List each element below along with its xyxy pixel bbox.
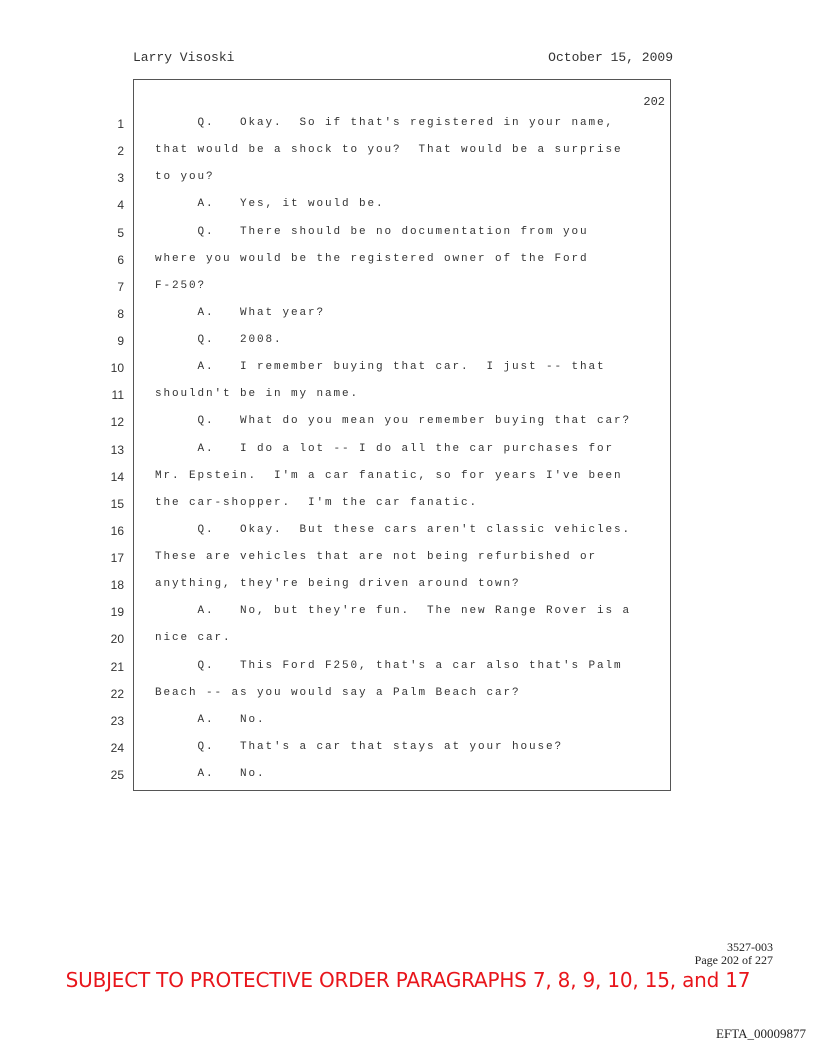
transcript-line: Q. 2008. — [155, 334, 283, 346]
line-number: 6 — [117, 253, 124, 267]
transcript-line: A. No. — [155, 714, 266, 726]
transcript-line: Q. There should be no documentation from you — [155, 226, 589, 238]
line-number: 17 — [110, 551, 124, 565]
transcript-line: where you would be the registered owner of the Ford — [155, 253, 589, 265]
transcript-line: Q. What do you mean you remember buying that car? — [155, 415, 632, 427]
line-number: 15 — [110, 497, 124, 511]
header-date: October 15, 2009 — [548, 50, 673, 65]
transcript-page-number: 202 — [643, 95, 665, 109]
line-number: 8 — [117, 307, 124, 321]
line-number: 2 — [117, 144, 124, 158]
transcript-line: Mr. Epstein. I'm a car fanatic, so for years I've been — [155, 470, 623, 482]
transcript-line: Q. Okay. But these cars aren't classic vehicles. — [155, 524, 632, 536]
transcript-line: shouldn't be in my name. — [155, 388, 360, 400]
line-number: 9 — [117, 334, 124, 348]
line-number: 23 — [110, 714, 124, 728]
line-number: 4 — [117, 198, 124, 212]
protective-order-notice: SUBJECT TO PROTECTIVE ORDER PARAGRAPHS 7, 8, 9, 10, 15, and 17 — [65, 968, 751, 992]
line-number: 5 — [117, 226, 124, 240]
line-number: 25 — [110, 768, 124, 782]
transcript-frame — [133, 79, 671, 791]
transcript-line: A. I remember buying that car. I just -- that — [155, 361, 606, 373]
transcript-line: A. No, but they're fun. The new Range Rover is a — [155, 605, 632, 617]
transcript-line: Beach -- as you would say a Palm Beach car? — [155, 687, 521, 699]
line-number: 13 — [110, 443, 124, 457]
transcript-line: to you? — [155, 171, 215, 183]
transcript-line: A. Yes, it would be. — [155, 198, 385, 210]
bates-number: EFTA_00009877 — [716, 1026, 806, 1041]
line-number: 12 — [110, 415, 124, 429]
line-number: 1 — [117, 117, 124, 131]
page-of-total: Page 202 of 227 — [694, 953, 773, 967]
transcript-line: Q. This Ford F250, that's a car also that's Palm — [155, 660, 623, 672]
line-number: 16 — [110, 524, 124, 538]
line-number: 19 — [110, 605, 124, 619]
transcript-line: These are vehicles that are not being refurbished or — [155, 551, 598, 563]
transcript-line: A. No. — [155, 768, 266, 780]
transcript-line: F-250? — [155, 280, 207, 292]
line-number: 18 — [110, 578, 124, 592]
line-number: 20 — [110, 632, 124, 646]
transcript-line: Q. Okay. So if that's registered in your name, — [155, 117, 615, 129]
transcript-line: Q. That's a car that stays at your house? — [155, 741, 564, 753]
case-number: 3527-003 — [727, 940, 773, 954]
line-number: 3 — [117, 171, 124, 185]
line-number: 10 — [110, 361, 124, 375]
transcript-line: nice car. — [155, 632, 232, 644]
transcript-line: A. I do a lot -- I do all the car purchases for — [155, 443, 615, 455]
transcript-line: that would be a shock to you? That would be a surprise — [155, 144, 623, 156]
line-number: 14 — [110, 470, 124, 484]
transcript-line: anything, they're being driven around town? — [155, 578, 521, 590]
transcript-line: the car-shopper. I'm the car fanatic. — [155, 497, 479, 509]
line-number: 21 — [110, 660, 124, 674]
line-number: 7 — [117, 280, 124, 294]
line-number: 22 — [110, 687, 124, 701]
header-witness-name: Larry Visoski — [133, 50, 235, 65]
line-number: 11 — [111, 388, 124, 402]
transcript-line: A. What year? — [155, 307, 326, 319]
line-number: 24 — [110, 741, 124, 755]
